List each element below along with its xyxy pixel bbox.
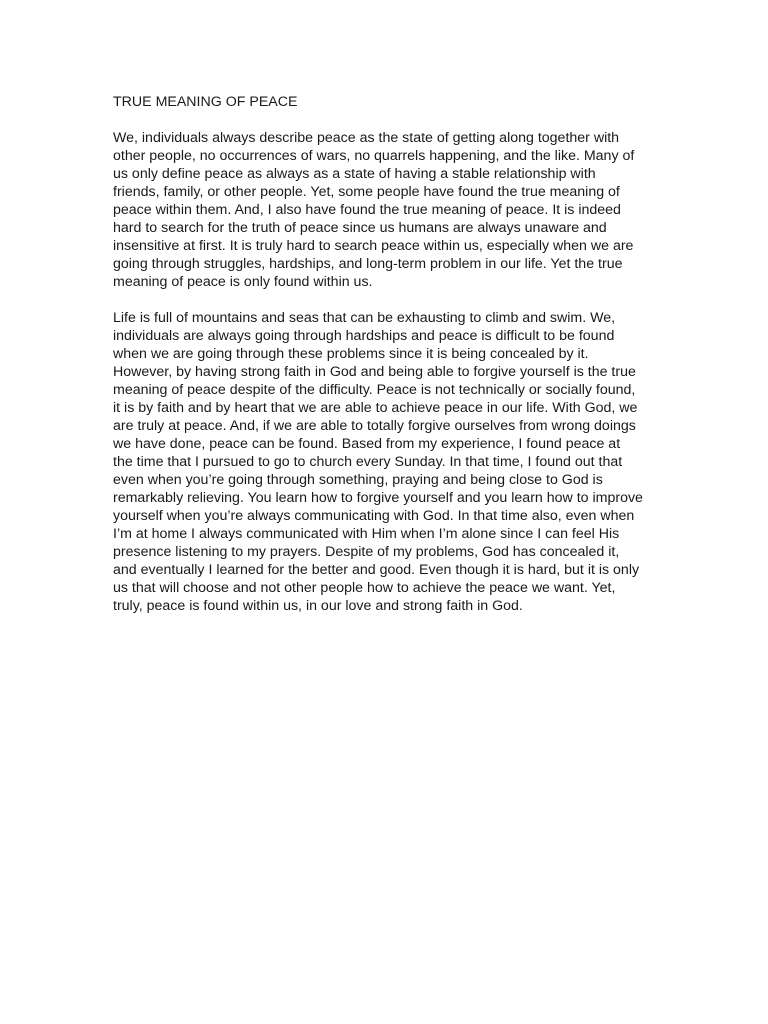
document-title: TRUE MEANING OF PEACE — [113, 94, 298, 110]
document-body — [113, 93, 643, 633]
paragraph-1: We, individuals always describe peace as the state of getting along together with other people, no occurrences of wars, no quarrels happening, and the like. Many of us only define peace as always as a state of having a stable relationship with friends, family, or other people. Yet, some people have found the true meaning of peace within them. And, I also have found the true meaning of peace. It is indeed hard to search for the truth of peace since us humans are always unaware and insensitive at first. It is truly hard to search peace within us, especially when we are going through struggles, hardships, and long-term problem in our life. Yet the true meaning of peace is only found within us. — [113, 130, 635, 290]
paragraph-2: Life is full of mountains and seas that can be exhausting to climb and swim. We, individuals are always going through hardships and peace is difficult to be found when we are going through these problems since it is being concealed by it. However, by having strong faith in God and being able to forgive yourself is the true meaning of peace despite of the difficulty. Peace is not technically or socially found, it is by faith and by heart that we are able to achieve peace in our life. With God, we are truly at peace. And, if we are able to totally forgive ourselves from wrong doings we have done, peace can be found. Based from my experience, I found peace at the time that I pursued to go to church every Sunday. In that time, I found out that even when you’re going through something, praying and being close to God is remarkably relieving. You learn how to forgive yourself and you learn how to improve yourself when you’re always communicating with God. In that time also, even when I’m at home I always communicated with Him when I’m alone since I can feel His presence listening to my prayers. Despite of my problems, God has concealed it, and eventually I learned for the better and good. Even though it is hard, but it is only us that will choose and not other people how to achieve the peace we want. Yet, truly, peace is found within us, in our love and strong faith in God. — [113, 310, 643, 614]
